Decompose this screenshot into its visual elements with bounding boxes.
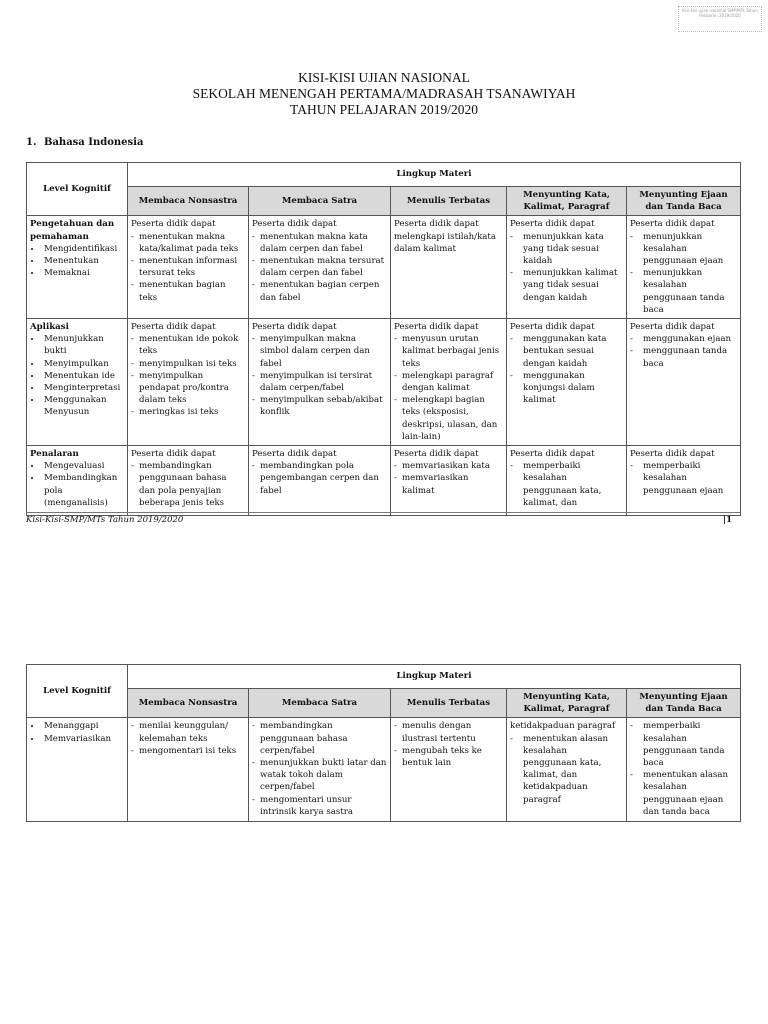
cell-list — [394, 333, 503, 443]
level-kognitif-cell — [27, 718, 128, 822]
materi-cell — [128, 446, 249, 516]
level-list — [30, 333, 124, 418]
materi-cell — [507, 216, 627, 319]
header-menyunting-ejaan: Menyunting Ejaan dan Tanda Baca — [627, 187, 741, 216]
table-row — [27, 718, 741, 822]
cell-item: - menyimpulkan makna simbol dalam cerpen dan fabel — [252, 333, 387, 370]
cell-item: - melengkapi paragraf dengan kalimat — [394, 370, 503, 394]
materi-cell — [249, 319, 391, 446]
cell-item: - memvariasikan kata — [394, 460, 503, 472]
materi-cell — [249, 718, 391, 822]
kisi-kisi-table-page-1 — [26, 162, 741, 516]
materi-cell — [507, 718, 627, 822]
cell-item: - menentukan alasan kesalahan penggunaan ejaan dan tanda baca — [630, 769, 737, 818]
cell-intro: Peserta didik dapat — [252, 449, 337, 460]
cell-item: - mengubah teks ke bentuk lain — [394, 745, 503, 769]
header-level-kognitif: Level Kognitif — [27, 665, 128, 718]
section-number: 1. — [26, 137, 37, 148]
cell-list — [131, 720, 245, 757]
cell-list — [131, 231, 245, 304]
cell-item: - menentukan ide pokok teks — [131, 333, 245, 357]
cell-item: - menggunakan konjungsi dalam kalimat — [510, 370, 623, 407]
cell-list — [252, 720, 387, 818]
document-title — [0, 70, 768, 118]
materi-cell — [391, 319, 507, 446]
cell-list — [510, 333, 623, 406]
cell-list — [252, 460, 387, 497]
level-item: • Memaknai — [42, 267, 124, 279]
cell-list — [394, 720, 503, 769]
cell-list — [252, 231, 387, 304]
title-line-3: TAHUN PELAJARAN 2019/2020 — [290, 102, 478, 117]
cell-item: - mengomentari isi teks — [131, 745, 245, 757]
cell-item: - menentukan makna kata/kalimat pada teks — [131, 231, 245, 255]
cell-item: - menunjukkan kata yang tidak sesuai kaidah — [510, 231, 623, 268]
cell-list — [131, 333, 245, 418]
cell-intro: Peserta didik dapat — [131, 219, 216, 230]
section-name: Bahasa Indonesia — [44, 137, 144, 148]
cell-item: - menyusun urutan kalimat berbagai jenis teks — [394, 333, 503, 370]
cell-item: - menentukan informasi tersurat teks — [131, 255, 245, 279]
level-item: • Memvariasikan — [42, 733, 124, 745]
level-kognitif-cell — [27, 319, 128, 446]
header-membaca-nonsastra: Membaca Nonsastra — [128, 689, 249, 718]
cell-intro: Peserta didik dapat — [131, 322, 216, 333]
materi-cell — [507, 319, 627, 446]
cell-list — [630, 231, 737, 316]
header-membaca-sastra: Membaca Satra — [249, 187, 391, 216]
cell-item: - menyimpulkan isi tersirat dalam cerpen/fabel — [252, 370, 387, 394]
level-list — [30, 243, 124, 280]
cell-item: - menggunakan ejaan — [630, 333, 737, 345]
cell-item: - memperbaiki kesalahan penggunaan tanda baca — [630, 720, 737, 769]
cell-intro: Peserta didik dapat — [252, 219, 337, 230]
cell-item: - menentukan bagian cerpen dan fabel — [252, 279, 387, 303]
header-menulis-terbatas: Menulis Terbatas — [391, 187, 507, 216]
cell-list — [630, 333, 737, 370]
level-item: • Menentukan ide — [42, 370, 124, 382]
header-membaca-nonsastra: Membaca Nonsastra — [128, 187, 249, 216]
materi-cell — [627, 446, 741, 516]
header-menyunting-kata: Menyunting Kata, Kalimat, Paragraf — [507, 187, 627, 216]
table-row — [27, 319, 741, 446]
title-line-1: KISI-KISI UJIAN NASIONAL — [298, 70, 470, 85]
materi-cell — [128, 216, 249, 319]
cell-item: - memvariasikan kalimat — [394, 472, 503, 496]
cell-item: - menyimpulkan sebab/akibat konflik — [252, 394, 387, 418]
level-item: • Mengidentifikasi — [42, 243, 124, 255]
level-item: • Mengevaluasi — [42, 460, 124, 472]
cell-item: - melengkapi bagian teks (eksposisi, deskripsi, ulasan, dan lain-lain) — [394, 394, 503, 443]
cell-item: - menulis dengan ilustrasi tertentu — [394, 720, 503, 744]
cell-item: - menentukan makna kata dalam cerpen dan fabel — [252, 231, 387, 255]
cell-item: - membandingkan penggunaan bahasa cerpen/fabel — [252, 720, 387, 757]
footer-text: Kisi-Kisi-SMP/MTs Tahun 2019/2020 — [26, 515, 184, 525]
materi-cell — [391, 216, 507, 319]
cell-item: - meringkas isi teks — [131, 406, 245, 418]
cell-item: - membandingkan pola pengembangan cerpen dan fabel — [252, 460, 387, 497]
materi-cell — [128, 319, 249, 446]
level-item: • Menginterpretasi — [42, 382, 124, 394]
header-menulis-terbatas: Menulis Terbatas — [391, 689, 507, 718]
level-list — [30, 720, 124, 744]
cell-item: - menilai keunggulan/ kelemahan teks — [131, 720, 245, 744]
table-row — [27, 446, 741, 516]
materi-cell — [249, 216, 391, 319]
materi-cell — [507, 446, 627, 516]
materi-cell — [391, 446, 507, 516]
level-kognitif-cell — [27, 216, 128, 319]
level-item: • Menentukan — [42, 255, 124, 267]
level-kognitif-cell — [27, 446, 128, 516]
cell-item: - menunjukkan kesalahan penggunaan ejaan — [630, 231, 737, 268]
cell-intro: Peserta didik dapat — [630, 322, 715, 333]
title-line-2: SEKOLAH MENENGAH PERTAMA/MADRASAH TSANAWIYAH — [192, 86, 576, 101]
cell-intro: Peserta didik dapat — [394, 322, 479, 333]
materi-cell — [627, 718, 741, 822]
cell-item: - menentukan makna tersurat dalam cerpen dan fabel — [252, 255, 387, 279]
cell-item: - memperbaiki kesalahan penggunaan ejaan — [630, 460, 737, 497]
cell-item: - menyimpulkan isi teks — [131, 358, 245, 370]
level-item: • Membandingkan pola (menganalisis) — [42, 472, 124, 509]
level-title: Aplikasi — [30, 322, 69, 333]
header-lingkup-materi: Lingkup Materi — [128, 665, 741, 689]
cell-list — [131, 460, 245, 509]
level-item: • Menggunakan Menyusun — [42, 394, 124, 418]
cell-list — [510, 460, 623, 509]
materi-cell — [627, 319, 741, 446]
section-heading — [26, 137, 143, 148]
header-menyunting-ejaan: Menyunting Ejaan dan Tanda Baca — [627, 689, 741, 718]
cell-list — [630, 720, 737, 818]
cell-list — [252, 333, 387, 418]
cell-intro: Peserta didik dapat — [510, 219, 595, 230]
cell-intro: Peserta didik dapat — [630, 219, 715, 230]
header-membaca-sastra: Membaca Satra — [249, 689, 391, 718]
cell-intro: Peserta didik dapat — [131, 449, 216, 460]
cell-list — [510, 231, 623, 304]
cell-list — [510, 733, 623, 806]
cell-intro: Peserta didik dapat — [394, 449, 479, 460]
cell-item: - menunjukkan kalimat yang tidak sesuai dengan kaidah — [510, 267, 623, 304]
materi-cell — [128, 718, 249, 822]
cell-intro: Peserta didik dapat — [510, 322, 595, 333]
cell-item: - menyimpulkan pendapat pro/kontra dalam teks — [131, 370, 245, 407]
cell-item: - menggunakan kata bentukan sesuai dengan kaidah — [510, 333, 623, 370]
cell-item: - menggunaan tanda baca — [630, 345, 737, 369]
cell-item: - menentukan alasan kesalahan penggunaan kata, kalimat, dan ketidakpaduan paragraf — [510, 733, 623, 806]
cell-list — [630, 460, 737, 497]
cell-list — [394, 460, 503, 497]
cell-item: - membandingkan penggunaan bahasa dan pola penyajian beberapa jenis teks — [131, 460, 245, 509]
level-item: • Menyimpulkan — [42, 358, 124, 370]
header-menyunting-kata: Menyunting Kata, Kalimat, Paragraf — [507, 689, 627, 718]
cell-intro: Peserta didik dapat — [510, 449, 595, 460]
header-level-kognitif: Level Kognitif — [27, 163, 128, 216]
cell-intro: Peserta didik dapat — [252, 322, 337, 333]
page-number: |1 — [722, 515, 732, 525]
cell-item: - memperbaiki kesalahan penggunaan kata, kalimat, dan — [510, 460, 623, 509]
level-list — [30, 460, 124, 509]
cell-item: - menentukan bagian teks — [131, 279, 245, 303]
table-row — [27, 216, 741, 319]
cell-intro: Peserta didik dapat melengkapi istilah/kata dalam kalimat — [394, 219, 496, 254]
cell-item: - menunjukkan bukti latar dan watak tokoh dalam cerpen/fabel — [252, 757, 387, 794]
cell-intro: Peserta didik dapat — [630, 449, 715, 460]
level-item: • Menunjukkan bukti — [42, 333, 124, 357]
level-title: Penalaran — [30, 449, 79, 460]
kisi-kisi-table-page-2 — [26, 664, 741, 822]
page-footer — [26, 512, 740, 525]
cell-item: - menunjukkan kesalahan penggunaan tanda baca — [630, 267, 737, 316]
materi-cell — [627, 216, 741, 319]
cell-intro: ketidakpaduan paragraf — [510, 721, 616, 732]
watermark-stamp: Kisi-kisi ujian nasional SMP/MTs Tahun Pelajaran 2019/2020 — [678, 6, 762, 32]
materi-cell — [391, 718, 507, 822]
header-lingkup-materi: Lingkup Materi — [128, 163, 741, 187]
cell-item: - mengomentari unsur intrinsik karya sastra — [252, 794, 387, 818]
level-title: Pengetahuan dan pemahaman — [30, 219, 115, 242]
level-item: • Menanggapi — [42, 720, 124, 732]
materi-cell — [249, 446, 391, 516]
